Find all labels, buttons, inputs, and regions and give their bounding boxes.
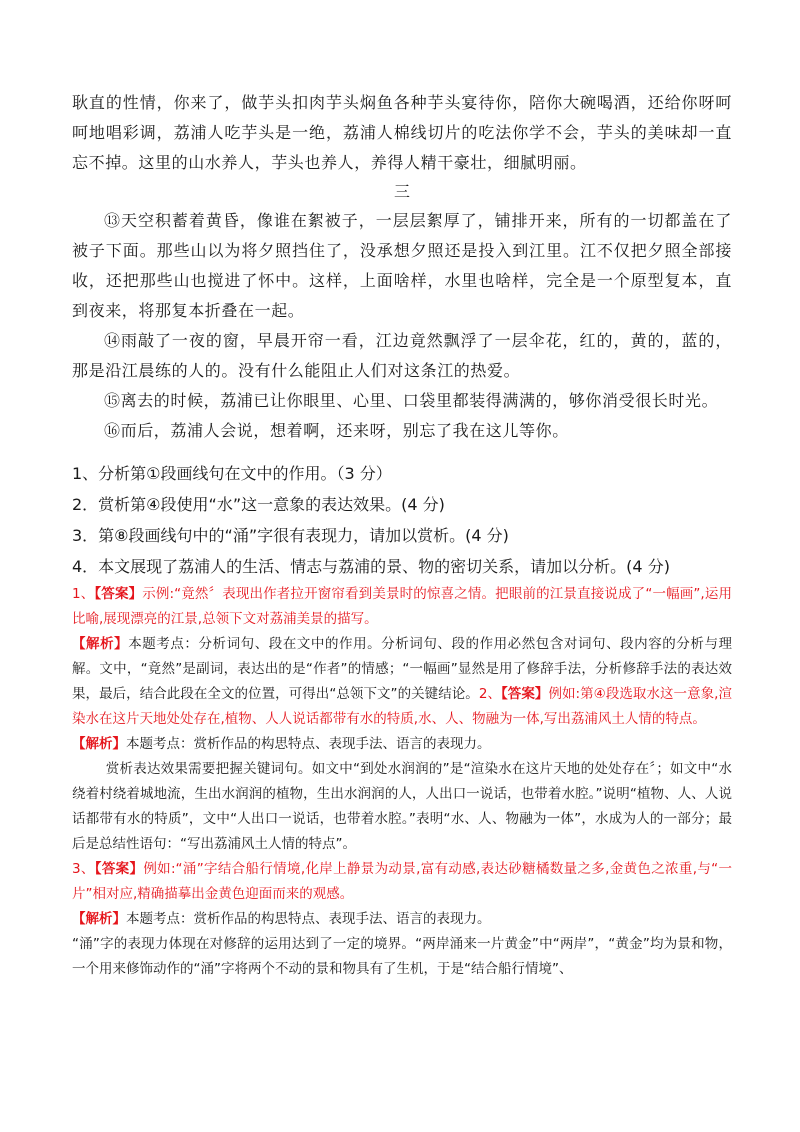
answer-1-number: 1、 — [72, 586, 95, 602]
section-heading-three: 三 — [393, 182, 410, 201]
analysis-2-text: 本题考点：赏析作品的构思特点、表现手法、语言的表现力。 — [126, 736, 491, 752]
document-page — [72, 88, 732, 982]
question-list — [72, 458, 732, 582]
analysis-3-tag: 【解析】 — [72, 911, 126, 927]
analysis-1-text: 本题考点：分析词句、段在文中的作用。分析词句、段的作用必然包含对词句、段内容的分析与理解。文中，“竟然”是副词，表达出的是“作者”的情感；“一幅画”显然是用了修辞手法，分析修辞手法的表达效果，最后，结合此段在全文的位置，可得出“总领下文”的关键结论。 — [72, 636, 733, 702]
analysis-1 — [72, 632, 732, 732]
answer-section — [72, 582, 732, 982]
analysis-3 — [72, 907, 732, 932]
passage-paragraph-16: ⑯而后，荔浦人会说，想着啊，还来呀，别忘了我在这儿等你。 — [104, 421, 569, 440]
analysis-2-tag: 【解析】 — [72, 736, 126, 752]
answer-2-text: 例如:第④段选取水这一意象,渲染水在这片天地处处存在,植物、人人说话都带有水的特质,水、人、物融为一体,写出荔浦风土人情的特点。 — [72, 686, 732, 727]
answer-1-tag: 【答案】 — [94, 586, 143, 602]
answer-2-tag: 【答案】 — [501, 686, 549, 702]
passage-paragraph-continued: 耿直的性情，你来了，做芋头扣肉芋头焖鱼各种芋头宴待你，陪你大碗喝酒，还给你呀呵呵地唱彩调，荔浦人吃芋头是一绝，荔浦人棉线切片的吃法你学不会，芋头的美味却一直忘不掉。这里的山水养人，芋头也养人，养得人精干豪壮，细腻明丽。 — [72, 93, 732, 172]
answer-3-text: 例如:“涌”字结合船行情境,化岸上静景为动景,富有动感,表达砂糖橘数量之多,金黄色之浓重,与“一片”相对应,精确描摹出金黄色迎面而来的观感。 — [72, 861, 732, 902]
question-4: 4．本文展现了荔浦人的生活、情志与荔浦的景、物的密切关系，请加以分析。(4 分) — [72, 557, 670, 576]
passage-paragraph-14: ⑭雨敲了一夜的窗，早晨开帘一看，江边竟然飘浮了一层伞花，红的，黄的，蓝的，那是沿江晨练的人的。没有什么能阻止人们对这条江的热爱。 — [72, 331, 732, 380]
answer-3 — [72, 857, 732, 907]
question-1: 1、分析第①段画线句在文中的作用。（3 分） — [72, 464, 392, 483]
passage-paragraph-13: ⑬天空积蓄着黄昏，像谁在絮被子，一层层絮厚了，铺排开来，所有的一切都盖在了被子下面。那些山以为将夕照挡住了，没承想夕照还是投入到江里。江不仅把夕照全部接收，还把那些山也搅进了怀中。这样，上面啥样，水里也啥样，完全是一个原型复本，直到夜来，将那复本折叠在一起。 — [72, 211, 732, 320]
analysis-3-detail: “涌”字的表现力体现在对修辞的运用达到了一定的境界。“两岸涌来一片黄金”中“两岸”，“黄金”均为景和物，一个用来修饰动作的“涌”字将两个不动的景和物具有了生机，于是“结合船行情境”、 — [72, 936, 732, 977]
analysis-2 — [72, 732, 732, 757]
question-2: 2．赏析第④段使用“水”这一意象的表达效果。(4 分) — [72, 495, 445, 514]
answer-2-number: 2、 — [478, 686, 502, 702]
answer-3-tag: 【答案】 — [94, 861, 144, 877]
question-3: 3．第⑧段画线句中的“涌”字很有表现力，请加以赏析。(4 分) — [72, 526, 509, 545]
answer-1 — [72, 582, 732, 632]
answer-1-text: 示例:“竟然〞表现出作者拉开窗帘看到美景时的惊喜之情。把眼前的江景直接说成了“一幅画”,运用比喻,展现漂亮的江景,总领下文对荔浦美景的描写。 — [72, 586, 733, 627]
analysis-1-tag: 【解析】 — [72, 636, 129, 652]
passage-paragraph-15: ⑮离去的时候，荔浦已让你眼里、心里、口袋里都装得满满的，够你消受很长时光。 — [104, 391, 719, 410]
analysis-2-detail: 赏析表达效果需要把握关键词句。如文中“到处水润润的”是“渲染水在这片天地的处处存在〞；如文中“水绕着村绕着城地流，生出水润润的植物，生出水润润的人，人出口一说话，也带着水腔。”说明“植物、人、人说话都带有水的特质”，文中“人出口一说话，也带着水腔。”表明“水、人、物融为一体”，水成为人的一部分；最后是总结性语句：“写出荔浦风土人情的特点”。 — [72, 761, 732, 852]
answer-3-number: 3、 — [72, 861, 95, 877]
analysis-3-text: 本题考点：赏析作品的构思特点、表现手法、语言的表现力。 — [126, 911, 491, 927]
